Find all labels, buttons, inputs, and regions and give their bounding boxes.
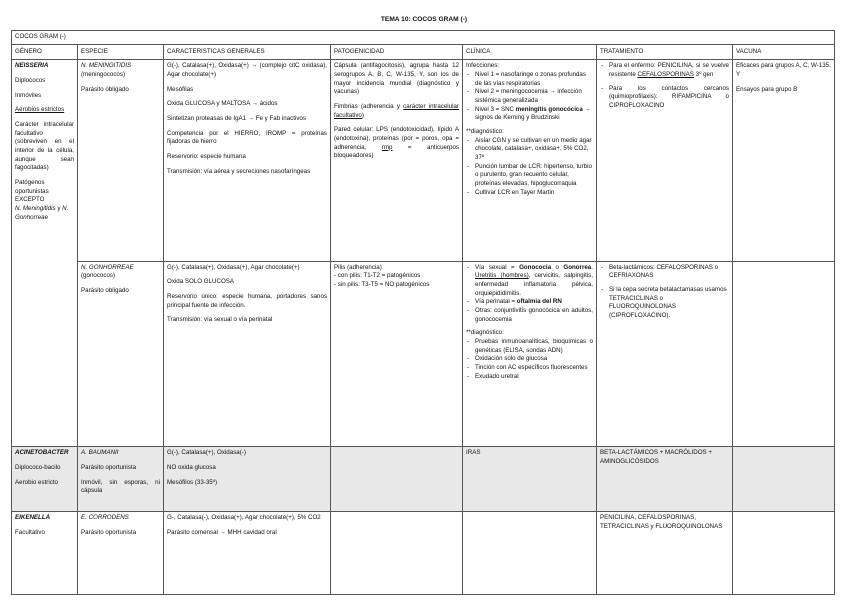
clin-list (466, 71, 593, 123)
pato-cell (331, 447, 463, 512)
vac-cell (733, 512, 835, 595)
species-cell (78, 512, 164, 595)
vac-item: Ensayos para grupo B (736, 85, 798, 93)
carac-item: NO oxida glucosa (167, 464, 216, 472)
trat-list (600, 62, 729, 110)
trat-text: 3º gen (693, 71, 714, 79)
carac-item: Reservorio único: especie humana, portadores sanos principal fuente de infección. (167, 293, 327, 309)
clin-item: - Nivel 2 = meningococemia → infección sistémica generalizada (466, 88, 593, 105)
carac-item: Parásito comensal → MHH cavidad oral (167, 529, 277, 537)
genus-note: Inmóviles (15, 91, 42, 99)
header-cell: ESPECIE (78, 44, 164, 60)
carac-item: Sintetizan proteasas de IgA1 → Fe y Fab inactivos (167, 115, 306, 123)
clin-label: Infecciones: (466, 62, 500, 70)
clin-text: o (551, 263, 564, 271)
diag-item: - Oxidación solo de glucosa (466, 355, 593, 364)
genus-note: Facultativo (15, 529, 45, 537)
pato-item: - sin pilis: T3-T5 = NO patogénicos (334, 281, 430, 288)
species-note: Parásito oportunista (81, 464, 137, 472)
carac-item: Mesófilos (33-35º) (167, 478, 218, 486)
row-eikenella (12, 512, 835, 595)
clin-item (466, 298, 593, 307)
pato-text: carácter intracelular facultativo (334, 103, 459, 119)
species-name: N. GONHORREAE (81, 263, 134, 271)
trat-item: PENICILINA, CEFALOSPORINAS, TETRACICLINAS y FLUOROQUINOLONAS (600, 514, 723, 531)
clin-list (466, 264, 593, 325)
clin-cell (463, 60, 597, 261)
pato-cell (331, 512, 463, 595)
genus-cell-acinetobacter (12, 447, 78, 512)
vac-item: Eficaces para grupos A, C, W-135, Y (736, 62, 831, 79)
pato-item: - con pilis: T1-T2 = patogénicos (334, 272, 421, 280)
vac-cell (733, 60, 835, 261)
carac-item: G(-), Catalasa(+), Oxidasa(+) → (complejo citC oxidasa), Agar chocolate(+) (167, 62, 327, 79)
pato-text: = anticuerpos bloqueadores) (334, 143, 459, 160)
clin-text: Vía sexual = (475, 263, 520, 271)
clin-text: Gonococia (519, 263, 552, 271)
species-note: Inmóvil, sin esporas, ni cápsula (81, 478, 160, 495)
clin-text: Gonorrea (563, 263, 592, 271)
genus-cell-neisseria (12, 60, 78, 447)
genus-note: Aerobio estricto (15, 478, 58, 486)
carac-item: Oxida GLUCOSA y MALTOSA → ácidos (167, 100, 278, 108)
genus-note: Diplococos (15, 77, 46, 85)
diag-item: - Exudado uretral (466, 373, 593, 382)
pato-item (334, 126, 459, 161)
trat-text: CEFALOSPORINAS (637, 71, 694, 79)
species-note: Parásito oportunista (81, 529, 137, 537)
diag-item: - Aislar CGN y se cultivan en un medio agar chocolate, catalasa+, oxidasa+, 5% CO2, 37º (466, 137, 593, 163)
clin-text: Nivel 3 = SNC (475, 105, 516, 113)
page-title: TEMA 10: COCOS GRAM (-) (380, 16, 468, 23)
header-cell: TRATAMIENTO (597, 44, 733, 60)
trat-item (600, 62, 729, 79)
carac-cell (164, 60, 331, 261)
genus-cell-eikenella (12, 512, 78, 595)
diag-list (466, 338, 593, 381)
genus-name: ACINETOBACTER (15, 449, 69, 457)
species-note: Parásito obligado (81, 287, 129, 294)
header-cell: CARACTERISTICAS GENERALES (164, 44, 331, 60)
header-cell: PATOGENICIDAD (331, 44, 463, 60)
clin-item: - Otras: conjuntivitis gonocócica en adultos, gonococemia (466, 307, 593, 324)
trat-list (600, 264, 729, 321)
except-list (15, 205, 74, 222)
clin-cell (463, 447, 597, 512)
clin-cell (463, 261, 597, 447)
genus-name: NEISSERIA (15, 62, 49, 70)
trat-item: - Beta-lactámicos: CEFALOSPORINAS o CEFRIAXONAS (600, 264, 729, 281)
species-cell (78, 447, 164, 512)
clin-item: IRAS (466, 449, 481, 457)
trat-item: - Para los contactos cercanos (quimioprofilaxis): RIFAMPICINA o CIPROFLOXACINO (600, 85, 729, 111)
diag-item: - Cultivar LCR en Tayer Martin (466, 189, 593, 198)
species-name: E. CORRODENS (81, 514, 129, 522)
pato-text: Pared celular: LPS (endotoxicidad), lípido A (endotoxina), proteínas (por = poros, opa = adherencia, (334, 126, 459, 151)
trat-item: BETA-LACTÁMICOS + MACRÓLIDOS + AMINOGLICÓSIDOS (600, 449, 712, 466)
clin-text: → signos de Kerning y Brudzinski (475, 105, 591, 122)
carac-item: Mesófilas (167, 85, 194, 93)
species-alt: (gonococos) (81, 272, 116, 280)
clin-item (466, 106, 593, 123)
cocos-table (11, 30, 835, 595)
except-join: y (55, 205, 63, 213)
header-cell: CLÍNICA (463, 44, 597, 60)
pato-text: rmp (381, 143, 393, 151)
carac-item: Transmisión: vía sexual o vía perinatal (167, 316, 273, 324)
header-row (12, 44, 835, 60)
clin-cell (463, 512, 597, 595)
pato-item: Cápsula (antifagocitosis), agrupa hasta 12 serogrupos A, B, C, W-135, Y, son los de mayor incidencia mundial (diagnóstico y vacunas) (334, 62, 459, 96)
species-name: A. BAUMANII (81, 449, 119, 457)
row-acinetobacter (12, 447, 835, 512)
carac-item: G-, Catalasa(-), Oxidasa(+), Agar chocolate(+), 5% CO2 (167, 514, 321, 522)
trat-cell (597, 512, 733, 595)
pato-cell (331, 60, 463, 261)
species-alt: (meningococos) (81, 71, 126, 79)
clin-text: oftalmia del RN (516, 298, 562, 306)
trat-cell (597, 447, 733, 512)
row-neisseria-meningitidis (12, 60, 835, 261)
genus-para: Carácter intracelular facultativo (sobreviven en el interior de la célula, aunque sean fagocitadas) (15, 121, 74, 172)
species-cell (78, 261, 164, 447)
row-neisseria-gonorrhoeae (12, 261, 835, 447)
carac-cell (164, 447, 331, 512)
species-cell (78, 60, 164, 261)
carac-item: Competencia por el HIERRO, IROMP = proteínas fijadoras de hierro (167, 129, 327, 146)
diag-list (466, 137, 593, 198)
pato-text: Fimbrias (adherencia y (334, 103, 404, 111)
clin-text: Uretritis (hombres) (475, 272, 529, 280)
trat-cell (597, 60, 733, 261)
carac-cell (164, 512, 331, 595)
carac-item: G(-), Catalasa(+), Oxidasa(+), Agar chocolate(+) (167, 263, 300, 271)
diag-item: - Punción lumbar de LCR: hipertenso, turbio o purulento, gran recuento celular, proteínas elevadas, hipoglucorraquia (466, 163, 593, 189)
pato-item: Pilis (adherencia) (334, 263, 382, 271)
diag-item: - Tinción con AC específicos fluorescentes (466, 364, 593, 373)
species-note: Parásito obligado (81, 85, 129, 93)
pato-text: ) (361, 111, 364, 119)
diag-label: **diagnóstico: (466, 128, 504, 136)
pato-cell (331, 261, 463, 447)
clin-text: Vía perinatal = (475, 298, 517, 306)
vac-cell (733, 261, 835, 447)
diag-label: **diagnóstico: (466, 329, 504, 337)
vac-cell (733, 447, 835, 512)
carac-cell (164, 261, 331, 447)
carac-item: G(-), Catalasa(+), Oxidasa(-) (167, 449, 246, 457)
species-name: N. MENINGITIDIS (81, 62, 132, 70)
carac-item: Transmisión: vía aérea y secreciones nasofaríngeas (167, 167, 311, 175)
header-cell: GÉNERO (12, 44, 78, 60)
trat-item: - Si la cepa secreta betalactamasas usamos TETRACICLINAS o FLUOROQUINOLONAS (CIPROFLOXACINO). (600, 286, 729, 321)
patogenos-label: Patógenos oportunistas EXCEPTO (15, 179, 49, 204)
section-title: COCOS GRAM (-) (12, 31, 835, 45)
clin-item (466, 264, 593, 299)
trat-cell (597, 261, 733, 447)
trat-text: Para el enfermo: PENICILINA, si se vuelve resistente (609, 62, 729, 79)
clin-text: . (591, 263, 593, 271)
except-species: N. Gonhorreae (15, 205, 69, 221)
clin-text: , cervicitis, salpingitis, enfermedad inflamatoria pélvica, orquiepididimitis. (475, 272, 593, 297)
diag-item: - Pruebas inmunoanalíticas, bioquímicas o genéticas (ELISA, sondas ADN) (466, 338, 593, 355)
header-cell: VACUNA (733, 44, 835, 60)
clin-text: meningitis gonocócica (515, 105, 583, 113)
genus-note: Diplococo-bacilo (15, 464, 61, 472)
genus-note: Aerobios estrictos (15, 106, 65, 114)
carac-item: Oxida SOLO GLUCOSA (167, 278, 235, 286)
genus-name: EIKENELLA (15, 514, 51, 522)
clin-item: - Nivel 1 = nasofaringe o zonas profundas de las vías respiratorias (466, 71, 593, 88)
except-species: N. Meningitidis (15, 205, 56, 213)
carac-item: Reservorio: especie humana (167, 153, 246, 161)
pato-item (334, 103, 459, 120)
